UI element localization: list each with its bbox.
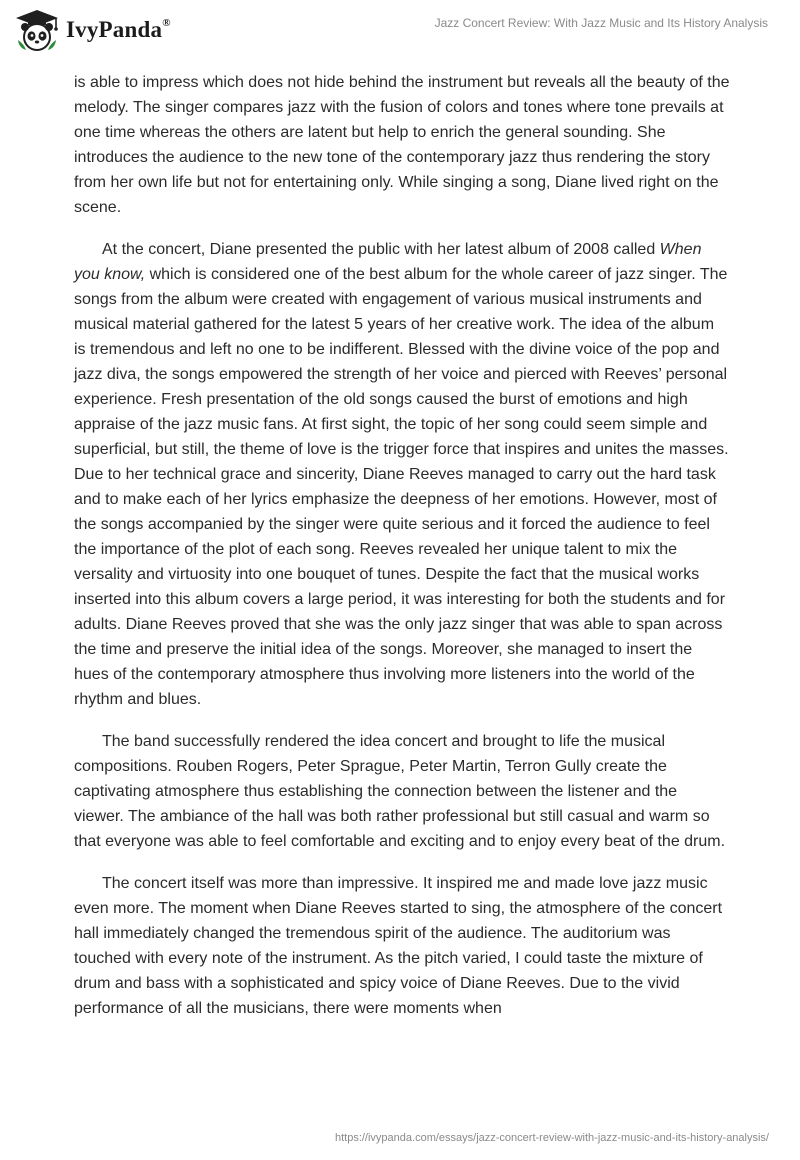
paragraph-3: The band successfully rendered the idea concert and brought to life the musical compositions. Rouben Rogers, Peter Sprague, Peter Martin, Terron Gully create the captivating atmosphere thus establishing the connection between the listener and the viewer. The ambiance of the hall was both rather professional but still casual and warm so that everyone was able to feel comfortable and exciting and to enjoy every beat of the drum. <box>74 733 726 850</box>
panda-graduate-icon <box>14 8 60 52</box>
logo-wordmark: IvyPanda® <box>66 17 171 42</box>
page-header <box>0 0 800 62</box>
paragraph-4: The concert itself was more than impressive. It inspired me and made love jazz music even more. The moment when Diane Reeves started to sing, the atmosphere of the concert hall immediately changed the tremendous spirit of the audience. The auditorium was touched with every note of the instrument. As the pitch varied, I could taste the mixture of drum and bass with a sophisticated and spicy voice of Diane Reeves. Due to the vivid performance of all the musicians, there were moments when <box>74 875 723 1017</box>
paragraph-1: is able to impress which does not hide behind the instrument but reveals all the beauty of the melody. The singer compares jazz with the fusion of colors and tones where tone prevails at one time whereas the others are latent but help to enrich the general sounding. She introduces the audience to the new tone of the contemporary jazz thus rendering the story from her own life but not for entertaining only. While singing a song, Diane lived right on the scene. <box>74 74 730 216</box>
document-title: Jazz Concert Review: With Jazz Music and Its History Analysis <box>434 16 768 30</box>
registered-mark: ® <box>162 17 171 30</box>
paragraph-2-rest: which is considered one of the best album for the whole career of jazz singer. The songs from the album were created with engagement of various musical instruments and musical material gathered for the latest 5 years of her creative work. The idea of the album is tremendous and left no one to be indifferent. Blessed with the divine voice of the pop and jazz diva, the songs empowered the strength of her voice and pierced with Reeves’ personal experience. Fresh presentation of the old songs caused the burst of emotions and high appraise of the jazz music fans. At first sight, the topic of her song could seem simple and superficial, but still, the theme of love is the trigger force that inspires and unites the masses. Due to her technical grace and sincerity, Diane Reeves managed to carry out the hard task and to make each of her lyrics emphasize the deepness of her emotions. However, most of the songs accompanied by the singer were quite serious and it forced the audience to feel the importance of the plot of each song. Reeves revealed her unique talent to mix the versality and virtuosity into one bouquet of tunes. Despite the fact that the musical works inserted into this album covers a large period, it was interesting for both the students and for adults. Diane Reeves proved that she was the only jazz singer that was able to span across the time and preserve the initial idea of the songs. Moreover, she managed to insert the hues of the contemporary atmosphere thus involving more listeners into the world of the rhythm and blues. <box>74 266 729 708</box>
paragraph-2-intro: At the concert, Diane presented the public with her latest album of 2008 called <box>102 241 660 258</box>
album-title: When you know, <box>74 241 702 283</box>
essay-body <box>74 70 730 1038</box>
paragraph-2 <box>74 237 730 712</box>
ivypanda-logo[interactable] <box>14 8 171 52</box>
source-url-link[interactable]: https://ivypanda.com/essays/jazz-concert-review-with-jazz-music-and-its-history-analysis/ <box>334 1132 769 1144</box>
